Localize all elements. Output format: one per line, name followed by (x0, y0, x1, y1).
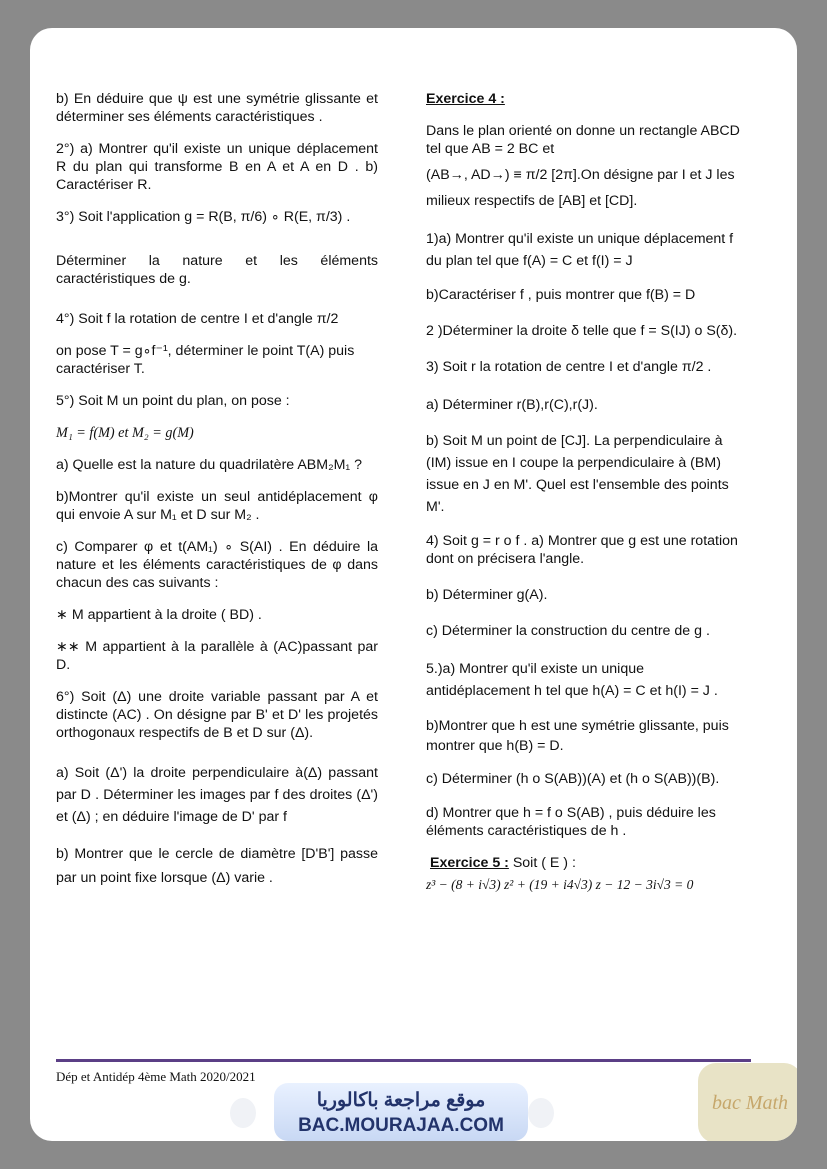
left-p2: 2°) a) Montrer qu'il existe un unique déplacement R du plan qui transforme B en A et A en D . b) Caractériser R. (56, 141, 378, 193)
bac-math-badge: bac Math (698, 1063, 797, 1141)
right-q11: b) Déterminer g(A). (426, 587, 548, 603)
left-p16: b) Montrer que le cercle de diamètre [D'B'] passe par un point fixe lorsque (Δ) varie . (56, 846, 378, 886)
exercise5-title: Exercice 5 : (430, 855, 509, 871)
left-p7: 5°) Soit M un point du plan, on pose : (56, 393, 290, 409)
right-q16: d) Montrer que h = f o S(AB) , puis déduire les éléments caractéristiques de h . (426, 805, 716, 839)
banner-arabic-text: موقع مراجعة باكالوريا (316, 1090, 486, 1111)
left-p12: ∗ M appartient à la droite ( BD) . (56, 607, 262, 623)
right-column (426, 90, 748, 908)
left-p13: ∗∗ M appartient à la parallèle à (AC)passant par D. (56, 639, 378, 673)
right-q7: 3) Soit r la rotation de centre I et d'angle π/2 . (426, 359, 712, 375)
left-p6: on pose T = g∘f⁻¹, déterminer le point T(A) puis caractériser T. (56, 343, 355, 377)
site-banner[interactable] (274, 1083, 528, 1141)
left-p1: b) En déduire que ψ est une symétrie glissante et déterminer ses éléments caractéristiques . (56, 91, 378, 125)
right-q3: milieux respectifs de [AB] et [CD]. (426, 193, 638, 209)
left-column (56, 90, 378, 904)
exercise5-equation: z³ − (8 + i√3) z² + (19 + i4√3) z − 12 − 3i√3 = 0 (426, 877, 694, 892)
right-q10: 4) Soit g = r o f . a) Montrer que g est une rotation dont on précisera l'angle. (426, 533, 738, 567)
right-q9: b) Soit M un point de [CJ]. La perpendiculaire à (IM) issue en I coupe la perpendiculaire à (BM) issue en J en M'. Quel est l'ensemble des points M'. (426, 433, 729, 515)
left-p3: 3°) Soit l'application g = R(B, π/6) ∘ R(E, π/3) . (56, 209, 351, 225)
left-p5: 4°) Soit f la rotation de centre I et d'angle π/2 (56, 311, 339, 327)
banner-url[interactable]: BAC.MOURAJAA.COM (298, 1115, 504, 1136)
site-logo-left-icon (230, 1098, 256, 1128)
left-p15: a) Soit (Δ') la droite perpendiculaire à(Δ) passant par D . Déterminer les images par f des droites (Δ') et (Δ) ; en déduire l'image de D' par f (56, 765, 378, 825)
right-q13: 5.)a) Montrer qu'il existe un unique antidéplacement h tel que h(A) = C et h(I) = J . (426, 661, 718, 699)
document-page (30, 28, 797, 1141)
footer-divider (56, 1059, 751, 1062)
left-p4: Déterminer la nature et les éléments caractéristiques de g. (56, 253, 378, 287)
exercise5-statement (430, 854, 748, 872)
right-q5: b)Caractériser f , puis montrer que f(B) = D (426, 287, 696, 303)
left-p10: b)Montrer qu'il existe un seul antidéplacement φ qui envoie A sur M₁ et D sur M₂ . (56, 489, 378, 523)
site-logo-right-icon (528, 1098, 554, 1128)
footer-course-label: Dép et Antidép 4ème Math 2020/2021 (56, 1069, 256, 1084)
right-q15: c) Déterminer (h o S(AB))(A) et (h o S(AB))(B). (426, 771, 720, 787)
left-p14: 6°) Soit (Δ) une droite variable passant par A et distincte (AC) . On désigne par B' et D' les projetés orthogonaux respectifs de B et D sur (Δ). (56, 689, 378, 741)
left-p9: a) Quelle est la nature du quadrilatère ABM₂M₁ ? (56, 457, 363, 473)
right-q4: 1)a) Montrer qu'il existe un unique déplacement f du plan tel que f(A) = C et f(I) = J (426, 231, 734, 269)
left-p11: c) Comparer φ et t(AM₁) ∘ S(AI) . En déduire la nature et les éléments caractéristiques de φ dans chacun des cas suivants : (56, 539, 378, 591)
left-p8: M₁ = f(M) et M₂ = g(M) (56, 425, 194, 441)
exercise4-title: Exercice 4 : (426, 91, 505, 107)
right-q1: Dans le plan orienté on donne un rectangle ABCD tel que AB = 2 BC et (426, 123, 740, 157)
right-q14: b)Montrer que h est une symétrie glissante, puis montrer que h(B) = D. (426, 718, 729, 754)
right-q2: (AB→, AD→) ≡ π/2 [2π].On désigne par I et J les (426, 167, 735, 183)
right-q8: a) Déterminer r(B),r(C),r(J). (426, 397, 598, 413)
right-q6: 2 )Déterminer la droite δ telle que f = S(IJ) o S(δ). (426, 323, 738, 339)
exercise5-text: Soit ( E ) : (508, 855, 576, 871)
right-q12: c) Déterminer la construction du centre de g . (426, 623, 710, 639)
